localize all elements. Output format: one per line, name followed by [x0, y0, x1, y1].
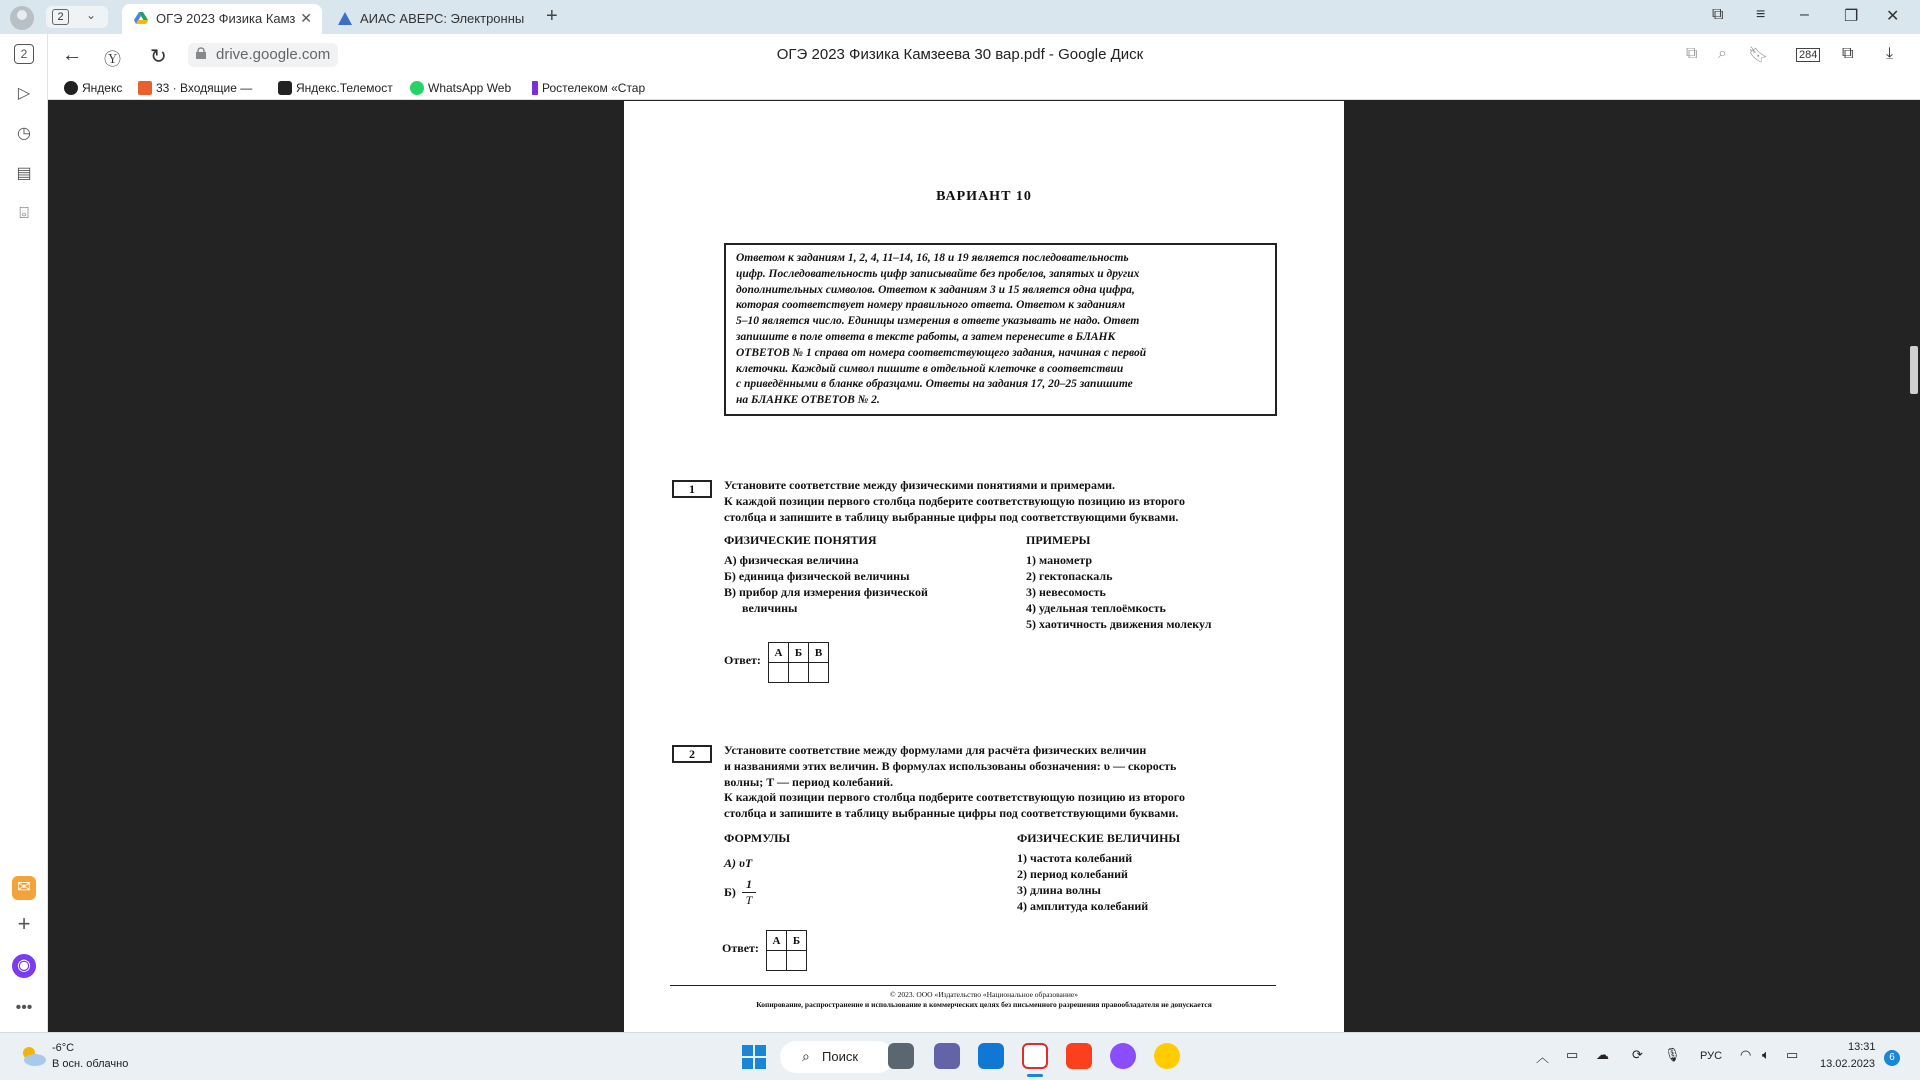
variant-title: ВАРИАНТ 10 — [936, 189, 1032, 204]
page-title: ОГЭ 2023 Физика Камзеева 30 вар.pdf - Google Диск — [776, 46, 1144, 63]
yandex-icon[interactable]: Ⓨ — [104, 50, 121, 69]
collections-icon[interactable]: ⧉ — [1842, 45, 1854, 62]
mail-app-icon[interactable]: ✉ — [12, 876, 36, 900]
answer-table: А Б — [766, 930, 807, 971]
search-label: Поиск — [822, 1049, 859, 1064]
history-icon[interactable]: ◷ — [17, 125, 31, 142]
telemost-icon — [278, 81, 292, 95]
bookmark-telemost[interactable]: Яндекс.Телемост — [278, 81, 393, 95]
mail-icon — [138, 81, 152, 95]
plus-icon — [64, 81, 78, 95]
wifi-icon[interactable]: ◠ — [1740, 1047, 1752, 1062]
notification-badge[interactable]: 6 — [1884, 1050, 1900, 1066]
lock-icon — [196, 48, 206, 59]
windows-taskbar — [0, 1032, 1920, 1080]
volume-icon[interactable]: 🔈︎ — [1762, 1047, 1770, 1062]
column-header: ПРИМЕРЫ — [1026, 533, 1091, 547]
whatsapp-icon — [410, 81, 424, 95]
answer-cell[interactable] — [769, 663, 789, 683]
task-number: 2 — [672, 745, 712, 763]
tab-label: ОГЭ 2023 Физика Камз — [156, 11, 296, 26]
bookmark-icon[interactable]: 🔖︎ — [1748, 47, 1769, 64]
tab-count: 2 — [52, 9, 69, 25]
right-column-items: 1) частота колебаний 2) период колебаний 3) длина волны 4) амплитуда колебаний — [1017, 851, 1149, 913]
yandex-browser-icon[interactable] — [1022, 1043, 1048, 1069]
formula-b-label: Б) — [724, 885, 736, 899]
footer-notice: Копирование, распространение и использование в коммерческих целях без письменного разрешения правообладателя не допускается — [756, 1000, 1212, 1009]
weather-temperature[interactable]: -6°C — [52, 1042, 75, 1054]
alice-icon[interactable]: ◉ — [12, 954, 36, 978]
teams-chat-icon[interactable] — [934, 1043, 960, 1069]
footer-copyright: © 2023. ООО «Издательство «Национальное образование» — [890, 990, 1078, 999]
tab-aias-avers[interactable] — [326, 4, 525, 34]
downloads-icon[interactable]: ⤓ — [1886, 45, 1894, 62]
screenshot-icon[interactable]: ⌻ — [19, 205, 29, 222]
address-bar — [0, 34, 1920, 78]
answer-label: Ответ: — [724, 653, 761, 667]
formula-a: А) υT — [724, 856, 753, 870]
battery-icon[interactable]: ▭ — [1786, 1047, 1799, 1062]
column-header: ФИЗИЧЕСКИЕ ВЕЛИЧИНЫ — [1017, 831, 1181, 845]
task-text: Установите соответствие между физическими понятиями и примерами. К каждой позиции первого столбца подберите соответствующую позицию из второго столбца и запишите в таблицу выбранные цифры под соответствующими буквами. — [724, 478, 1185, 524]
profile-avatar[interactable] — [10, 6, 34, 30]
tab-drive-pdf[interactable] — [122, 4, 322, 34]
column-header: ФОРМУЛЫ — [724, 831, 791, 845]
right-column-items: 1) манометр 2) гектопаскаль 3) невесомость 4) удельная теплоёмкость 5) хаотичность движения молекул — [1026, 553, 1212, 631]
left-column-items: А) физическая величина Б) единица физической величины В) прибор для измерения физической величины — [724, 553, 928, 615]
answer-cell[interactable] — [789, 663, 809, 683]
clock-time[interactable]: 13:31 — [1848, 1041, 1876, 1053]
answer-table: А Б В — [768, 642, 829, 683]
yandex-icon[interactable] — [1066, 1043, 1092, 1069]
task-view-icon[interactable] — [888, 1043, 914, 1069]
translate-icon[interactable]: ⧉ — [1686, 45, 1698, 62]
sync-tray-icon[interactable]: ⟳ — [1632, 1047, 1643, 1062]
rostelecom-icon — [532, 81, 538, 95]
cloud-tray-icon[interactable]: ☁ — [1596, 1047, 1609, 1062]
menu-icon[interactable]: ≡ — [1756, 6, 1766, 23]
url-text: drive.google.com — [216, 46, 331, 63]
chevron-down-icon: ⌄ — [86, 8, 97, 22]
restore-icon[interactable]: ❐ — [1844, 8, 1859, 25]
tab-bar — [0, 0, 1920, 34]
bookmarks-bar — [48, 78, 1920, 100]
bookmark-rostelecom[interactable]: Ростелеком «Стар — [532, 81, 706, 95]
more-icon[interactable]: ••• — [15, 999, 33, 1016]
clock-date[interactable]: 13.02.2023 — [1820, 1058, 1876, 1070]
answer-cell[interactable] — [767, 951, 787, 971]
answer-cell[interactable] — [809, 663, 829, 683]
windows-start-icon[interactable] — [742, 1045, 766, 1069]
mail-app-icon[interactable] — [978, 1043, 1004, 1069]
minimize-icon[interactable]: – — [1800, 6, 1809, 23]
new-tab-icon[interactable]: + — [546, 5, 558, 27]
back-icon[interactable]: ← — [62, 44, 82, 66]
google-drive-icon — [134, 12, 148, 25]
zoom-icon[interactable]: ⌕ — [1718, 45, 1727, 62]
add-icon[interactable]: + — [17, 911, 31, 936]
formula-b-fraction: $\frac{1}{T}$ — [742, 877, 756, 908]
ad-blocker-counter[interactable]: 284 — [1796, 48, 1820, 62]
alice-icon[interactable] — [1110, 1043, 1136, 1069]
bookmark-mail[interactable]: 33 · Входящие — — [138, 81, 252, 95]
browser-sidebar — [0, 34, 48, 1032]
close-tab-icon[interactable]: ✕ — [300, 10, 312, 26]
reload-icon[interactable]: ↻ — [150, 46, 167, 68]
bookmark-whatsapp[interactable]: WhatsApp Web — [410, 81, 511, 95]
scrollbar-thumb[interactable] — [1910, 346, 1918, 394]
task-number: 1 — [672, 480, 712, 498]
collections-icon[interactable]: ⧉ — [1712, 6, 1724, 23]
weather-description[interactable]: В осн. облачно — [52, 1058, 129, 1070]
language-indicator[interactable]: РУС — [1700, 1050, 1723, 1062]
pdf-page — [624, 101, 1344, 1032]
play-icon[interactable]: ▷ — [17, 85, 31, 102]
answer-cell[interactable] — [787, 951, 807, 971]
avers-icon — [338, 12, 352, 25]
active-app-indicator — [1027, 1074, 1043, 1077]
tab-label: АИАС АВЕРС: Электронны — [360, 11, 525, 26]
notes-icon[interactable]: ▤ — [16, 165, 32, 182]
notes-tray-icon[interactable]: ▭ — [1566, 1047, 1579, 1062]
search-icon: ⌕ — [802, 1048, 810, 1064]
bookmark-yandex[interactable]: Яндекс — [64, 81, 122, 95]
url-field[interactable] — [188, 43, 338, 67]
tabs-counter[interactable]: 2 — [14, 44, 34, 64]
instructions-box: Ответом к заданиям 1, 2, 4, 11–14, 16, 18 и 19 является последовательность цифр. Последовательность цифр записывайте без пробелов, запятых и других дополнительных символов. Ответом к заданиям 3 и 15 является одна цифра, которая соответствует номеру правильного ответа. Ответом к заданиям 5–10 является число. Единицы измерения в ответе указывать не надо. Ответ запишите в поле ответа в тексте работы, а затем перенесите в БЛАНК ОТВЕТОВ № 1 справа от номера соответствующего задания, начиная с первой клеточки. Каждый символ пишите в отдельной клеточке в соответствии с приведёнными в бланке образцами. Ответы на задания 17, 20–25 запишите на БЛАНКЕ ОТВЕТОВ № 2. — [724, 243, 1277, 416]
footer-divider — [670, 985, 1276, 986]
search-button[interactable] — [780, 1041, 894, 1073]
tab-group-button[interactable] — [46, 6, 108, 28]
answer-label: Ответ: — [722, 941, 759, 955]
show-hidden-icons[interactable]: ︿ — [1536, 1050, 1550, 1065]
microphone-icon[interactable]: 🎙︎ — [1664, 1047, 1681, 1062]
cloudy-weather-icon[interactable] — [18, 1043, 48, 1069]
column-header: ФИЗИЧЕСКИЕ ПОНЯТИЯ — [724, 533, 877, 547]
yandex-music-icon[interactable] — [1154, 1043, 1180, 1069]
task-text: Установите соответствие между формулами для расчёта физических величин и названиями этих величин. В формулах использованы обозначения: υ — скорость волны; T — период колебаний. К каждой позиции первого столбца подберите соответствующую позицию из второго столбца и запишите в таблицу выбранные цифры под соответствующими буквами. — [724, 743, 1185, 821]
close-window-icon[interactable]: ✕ — [1886, 8, 1900, 25]
